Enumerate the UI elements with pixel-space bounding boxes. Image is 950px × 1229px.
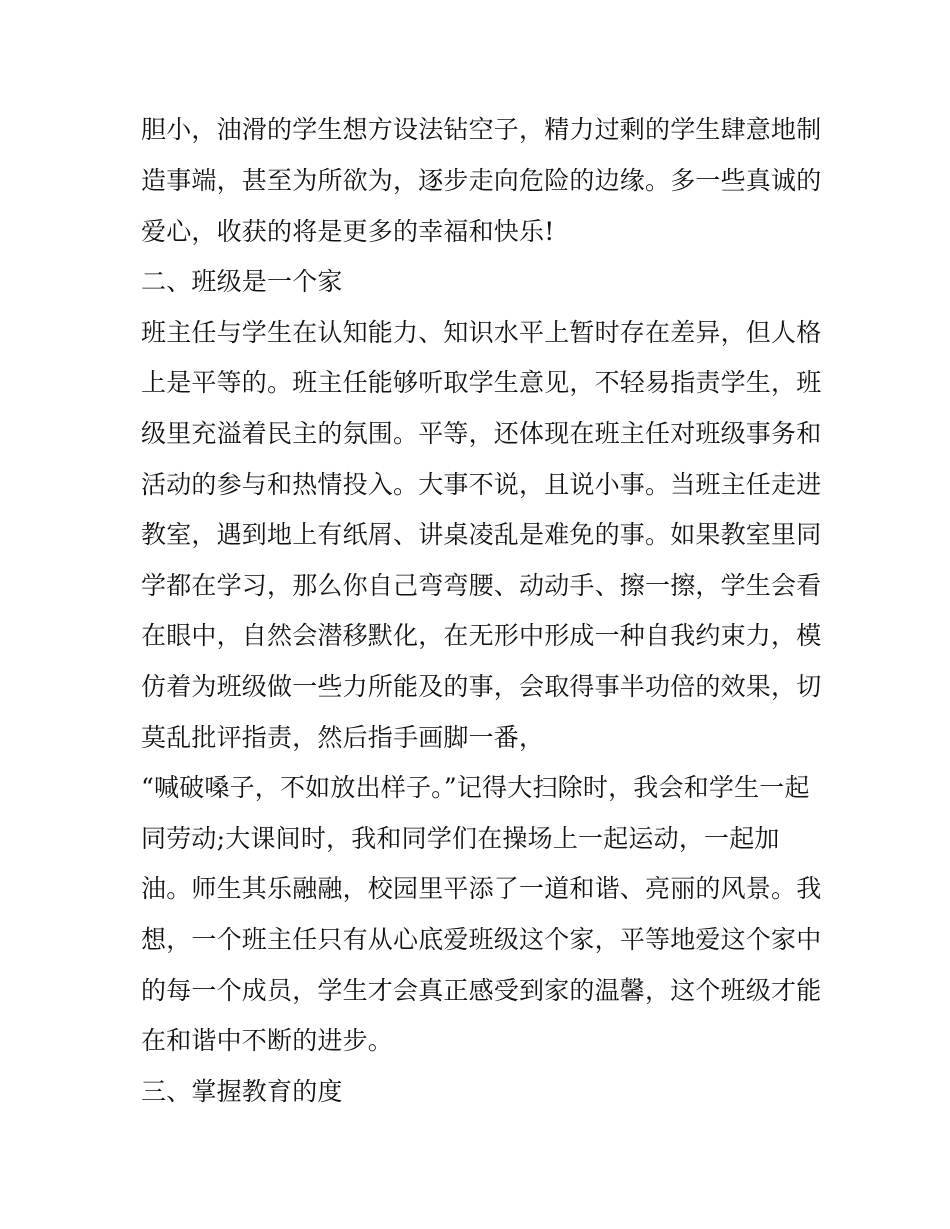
text-line: “喊破嗓子，不如放出样子。”记得大扫除时，我会和学生一起 — [141, 773, 810, 802]
text-line: 在眼中，自然会潜移默化，在无形中形成一种自我约束力，模 — [141, 621, 821, 650]
text-line: 仿着为班级做一些力所能及的事，会取得事半功倍的效果，切 — [141, 672, 821, 701]
text-line: 班主任与学生在认知能力、知识水平上暂时存在差异，但人格 — [141, 318, 821, 347]
text-line: 油。师生其乐融融，校园里平添了一道和谐、亮丽的风景。我 — [141, 874, 821, 903]
text-line: 上是平等的。班主任能够听取学生意见，不轻易指责学生，班 — [141, 368, 821, 397]
text-line: 胆小，油滑的学生想方设法钻空子，精力过剩的学生肆意地制 — [141, 115, 821, 144]
text-line: 想，一个班主任只有从心底爱班级这个家，平等地爱这个家中 — [141, 925, 821, 954]
text-line: 学都在学习，那么你自己弯弯腰、动动手、擦一擦，学生会看 — [141, 571, 821, 600]
text-line: 的每一个成员，学生才会真正感受到家的温馨，这个班级才能 — [141, 976, 821, 1005]
text-line: 级里充溢着民主的氛围。平等，还体现在班主任对班级事务和 — [141, 419, 821, 448]
text-line: 造事端，甚至为所欲为，逐步走向危险的边缘。多一些真诚的 — [141, 166, 821, 195]
text-line: 在和谐中不断的进步。 — [141, 1026, 394, 1055]
section-heading: 三、掌握教育的度 — [141, 1077, 343, 1106]
text-line: 爱心，收获的将是更多的幸福和快乐! — [141, 217, 555, 246]
section-heading: 二、班级是一个家 — [141, 267, 343, 296]
text-line: 活动的参与和热情投入。大事不说，且说小事。当班主任走进 — [141, 470, 821, 499]
text-line: 同劳动;大课间时，我和同学们在操场上一起运动，一起加 — [141, 824, 780, 853]
text-line: 莫乱批评指责，然后指手画脚一番， — [141, 723, 545, 752]
text-line: 教室，遇到地上有纸屑、讲桌凌乱是难免的事。如果教室里同 — [141, 520, 821, 549]
